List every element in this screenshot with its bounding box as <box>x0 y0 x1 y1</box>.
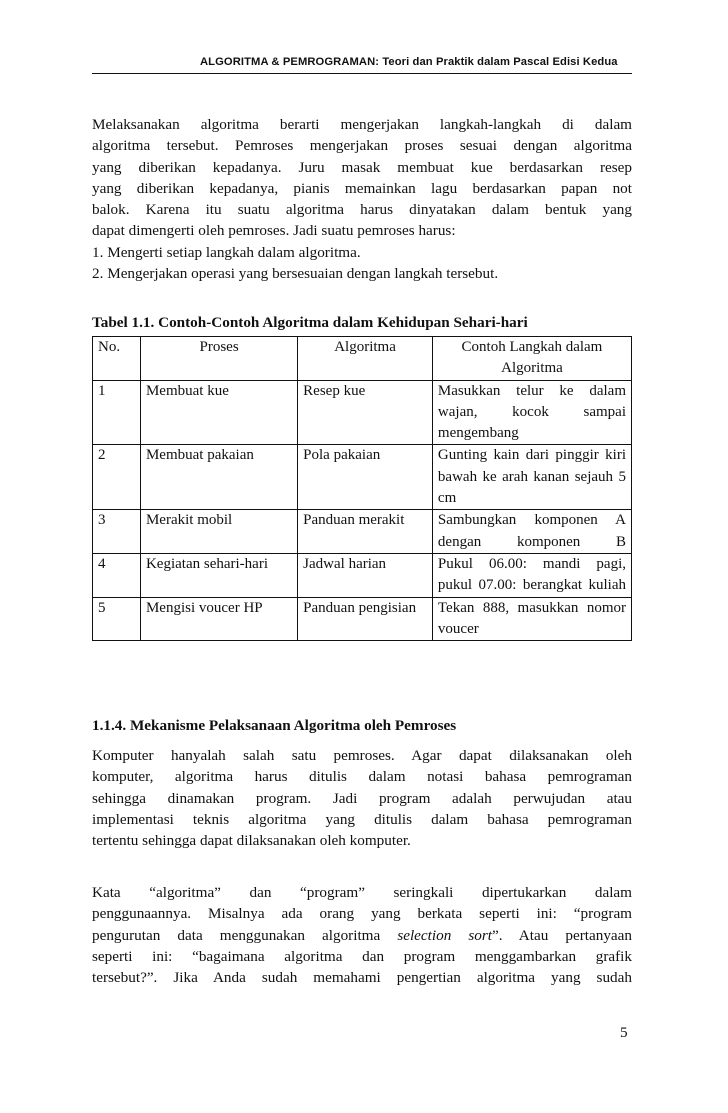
header-rule <box>92 73 632 74</box>
cell-algoritma: Panduan pengisian <box>298 597 433 641</box>
paragraph-1-line: Melaksanakan algoritma berarti mengerjakan langkah-langkah di dalam <box>92 116 632 133</box>
cell-algoritma: Pola pakaian <box>298 445 433 510</box>
cell-proses: Kegiatan sehari-hari <box>140 553 297 597</box>
cell-contoh: Tekan 888, masukkan nomor voucer <box>432 597 631 641</box>
paragraph-3-text: pengurutan data menggunakan algoritma <box>92 926 398 944</box>
algorithm-examples-table <box>92 336 632 641</box>
cell-contoh: Masukkan telur ke dalam wajan, kocok sampai mengembang <box>432 380 631 445</box>
table-row <box>93 553 632 597</box>
table-row <box>93 510 632 554</box>
cell-algoritma: Panduan merakit <box>298 510 433 554</box>
cell-proses: Membuat pakaian <box>140 445 297 510</box>
cell-contoh: Gunting kain dari pinggir kiri bawah ke arah kanan sejauh 5 cm <box>432 445 631 510</box>
cell-no: 3 <box>93 510 141 554</box>
section-heading: 1.1.4. Mekanisme Pelaksanaan Algoritma oleh Pemroses <box>92 717 457 734</box>
cell-no: 5 <box>93 597 141 641</box>
running-header: ALGORITMA & PEMROGRAMAN: Teori dan Praktik dalam Pascal Edisi Kedua <box>200 56 618 68</box>
cell-contoh: Sambungkan komponen A dengan komponen B <box>432 510 631 554</box>
paragraph-3-text: ”. Atau pertanyaan <box>492 926 632 944</box>
paragraph-1 <box>92 114 632 284</box>
paragraph-2-line: sehingga dinamakan program. Jadi program adalah perwujudan atau <box>92 789 632 807</box>
cell-no: 2 <box>93 445 141 510</box>
paragraph-3-line: seperti ini: “bagaimana algoritma dan program menggambarkan grafik <box>92 947 632 965</box>
paragraph-3 <box>92 882 632 988</box>
paragraph-3-line: penggunaannya. Misalnya ada orang yang berkata seperti ini: “program <box>92 905 632 923</box>
table-caption: Tabel 1.1. Contoh-Contoh Algoritma dalam Kehidupan Sehari-hari <box>92 314 528 331</box>
page-number: 5 <box>620 1024 628 1041</box>
paragraph-1-line: dapat dimengerti oleh pemroses. Jadi suatu pemroses harus: <box>92 222 456 240</box>
paragraph-1-line: yang diberikan kepadanya. Juru masak membuat kue berdasarkan resep <box>92 158 632 176</box>
cell-algoritma: Resep kue <box>298 380 433 445</box>
paragraph-2 <box>92 745 632 851</box>
table-row <box>93 380 632 445</box>
cell-no: 1 <box>93 380 141 445</box>
cell-proses: Membuat kue <box>140 380 297 445</box>
paragraph-2-line: komputer, algoritma harus ditulis dalam notasi bahasa pemrograman <box>92 768 632 786</box>
table-row <box>93 597 632 641</box>
cell-proses: Mengisi voucer HP <box>140 597 297 641</box>
table-row <box>93 445 632 510</box>
cell-no: 4 <box>93 553 141 597</box>
paragraph-2-line: implementasi teknis algoritma yang ditulis dalam bahasa pemrograman <box>92 810 632 828</box>
header-algoritma: Algoritma <box>298 337 433 381</box>
paragraph-1-line: yang diberikan kepadanya, pianis memainkan lagu berdasarkan papan not <box>92 179 632 197</box>
paragraph-2-line: Komputer hanyalah salah satu pemroses. Agar dapat dilaksanakan oleh <box>92 747 632 764</box>
header-proses: Proses <box>140 337 297 381</box>
cell-algoritma: Jadwal harian <box>298 553 433 597</box>
cell-proses: Merakit mobil <box>140 510 297 554</box>
header-contoh-langkah: Contoh Langkah dalam Algoritma <box>432 337 631 381</box>
paragraph-3-line <box>92 925 632 946</box>
paragraph-2-line: tertentu sehingga dapat dilaksanakan oleh komputer. <box>92 832 411 850</box>
paragraph-1-line: algoritma tersebut. Pemroses mengerjakan proses sesuai dengan algoritma <box>92 137 632 155</box>
emphasized-term: selection sort <box>397 926 492 944</box>
header-no: No. <box>93 337 141 381</box>
table-header-row <box>93 337 632 381</box>
list-item-2: 2. Mengerjakan operasi yang bersesuaian dengan langkah tersebut. <box>92 265 499 283</box>
list-item-1: 1. Mengerti setiap langkah dalam algoritma. <box>92 243 361 261</box>
paragraph-3-line: Kata “algoritma” dan “program” seringkali dipertukarkan dalam <box>92 884 632 901</box>
paragraph-3-line: tersebut?”. Jika Anda sudah memahami pengertian algoritma yang sudah <box>92 969 632 987</box>
cell-contoh: Pukul 06.00: mandi pagi, pukul 07.00: berangkat kuliah <box>432 553 631 597</box>
paragraph-1-line: balok. Karena itu suatu algoritma harus dinyatakan dalam bentuk yang <box>92 201 632 219</box>
